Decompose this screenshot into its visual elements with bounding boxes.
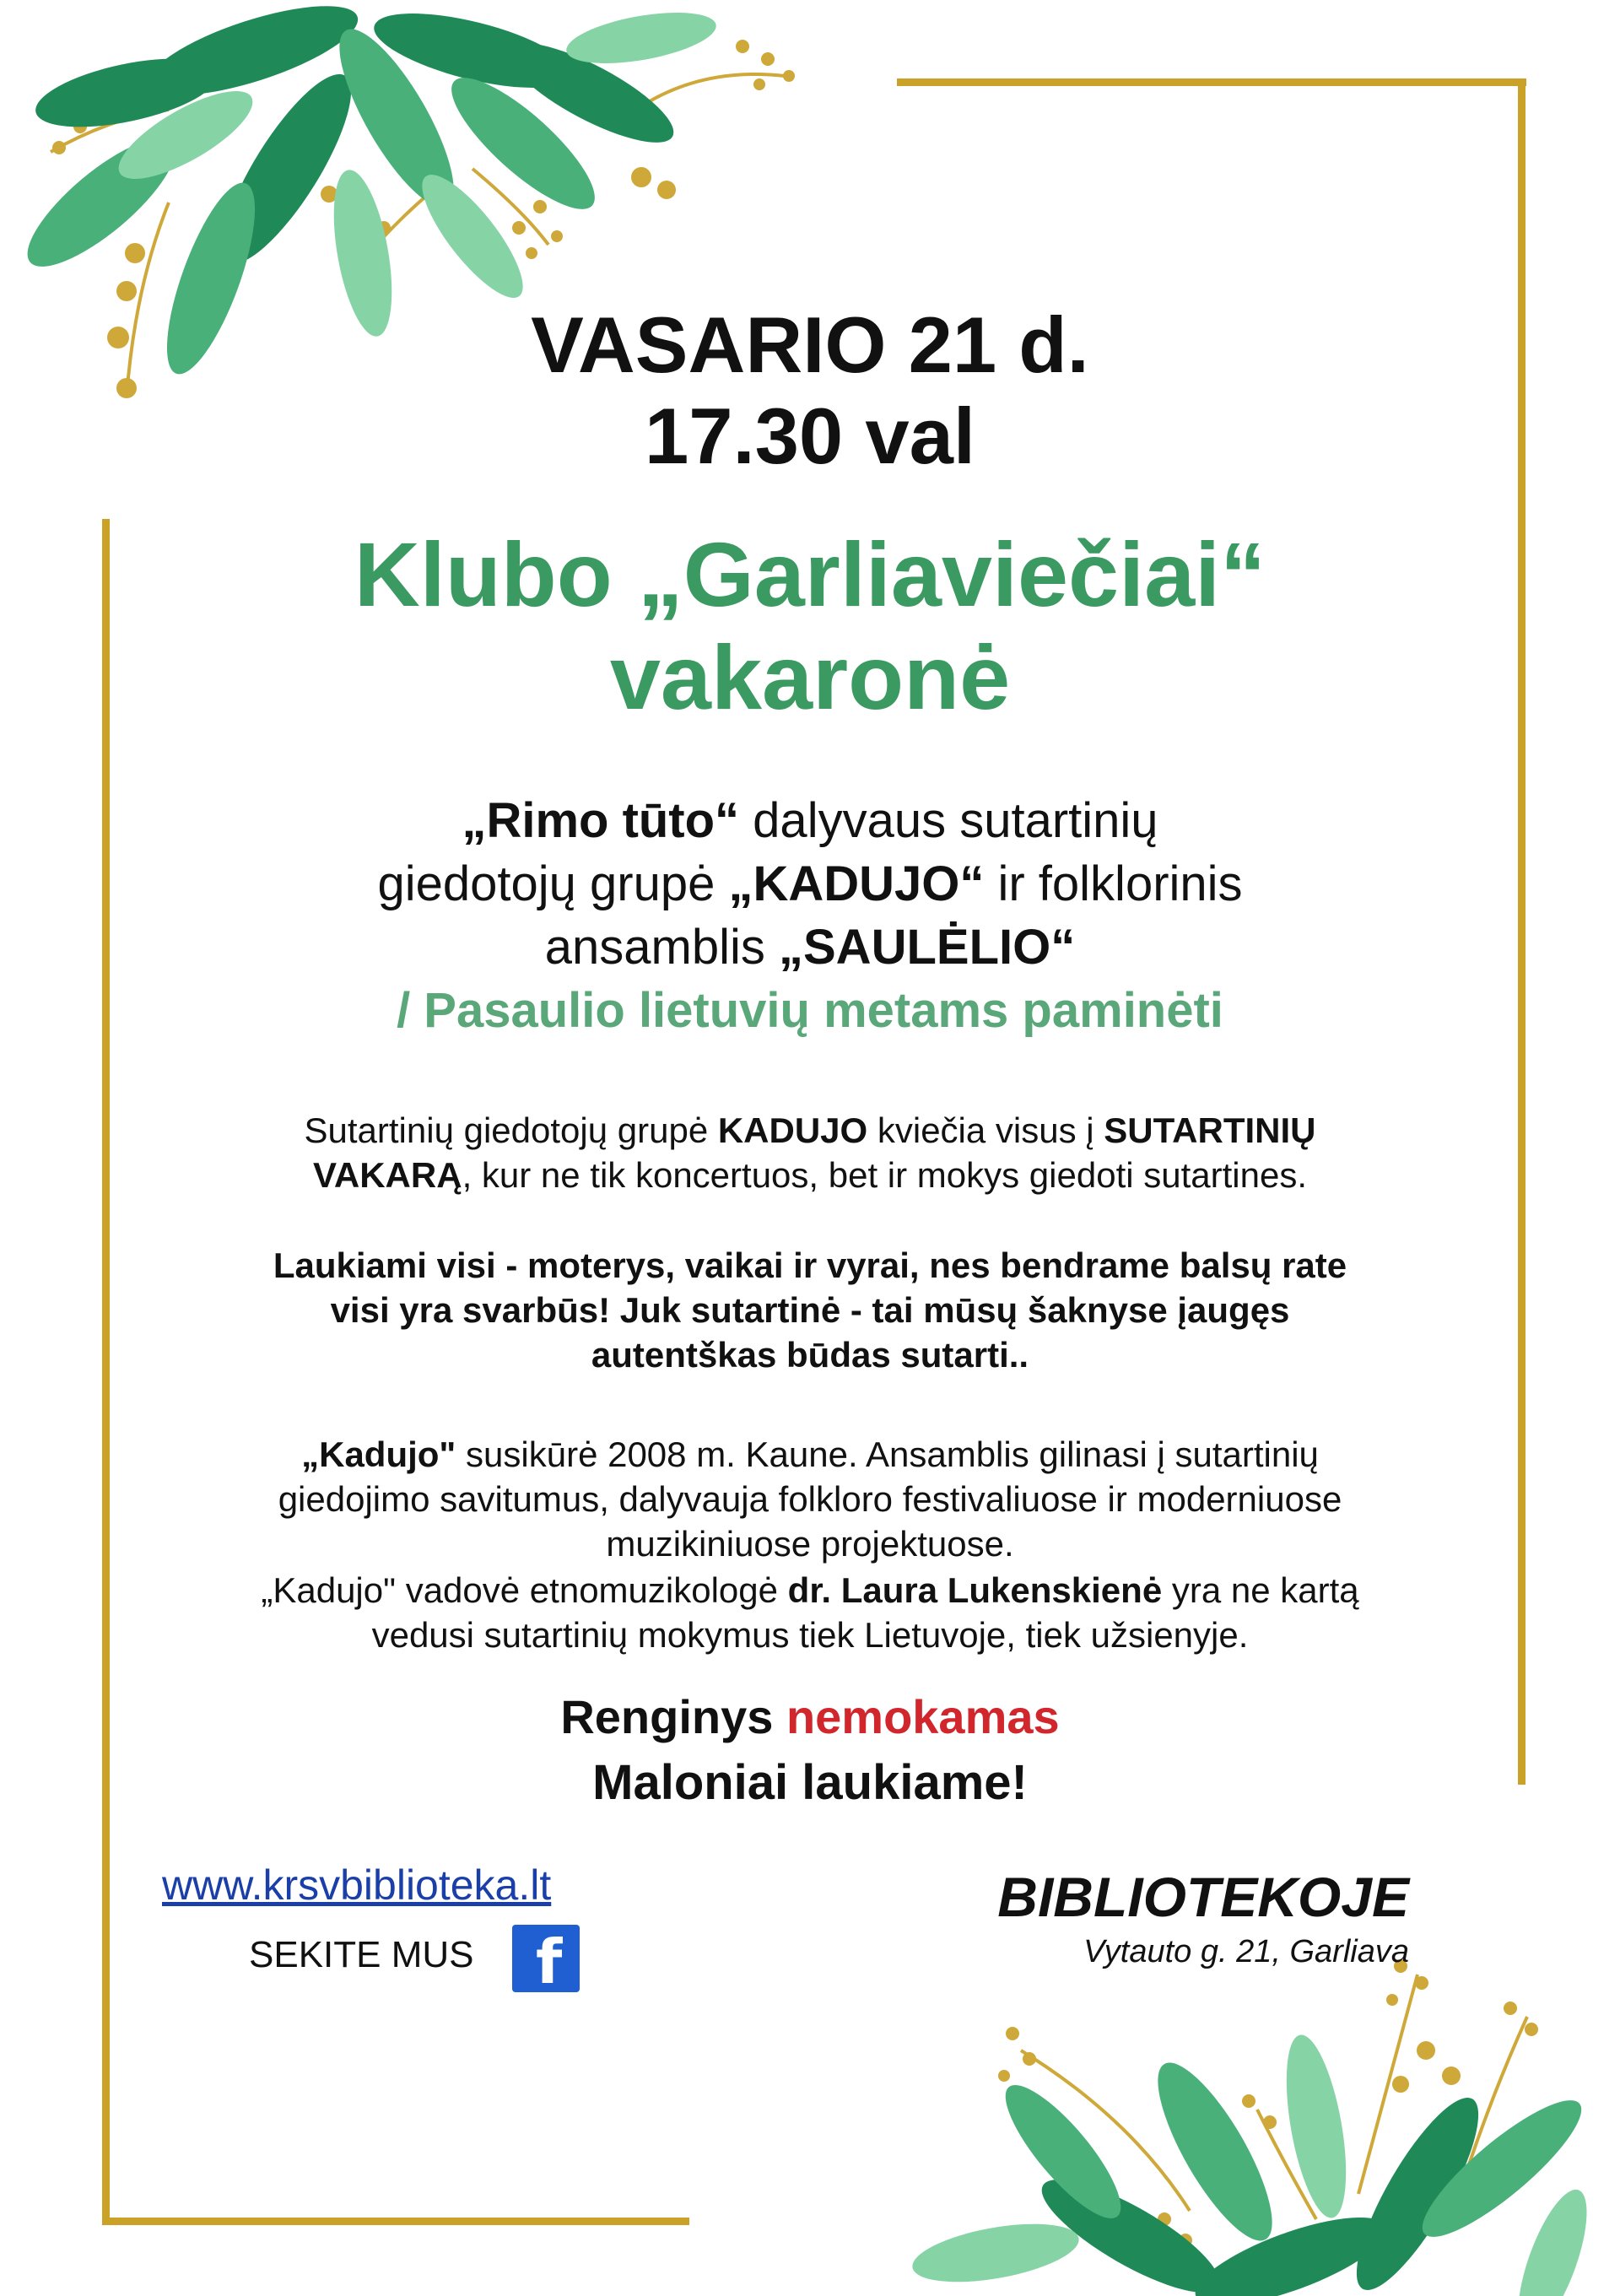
event-time: 17.30 val xyxy=(644,392,976,480)
event-datetime xyxy=(202,300,1418,482)
paragraph-bold: VAKARĄ xyxy=(313,1155,462,1195)
frame-left-line xyxy=(102,519,110,2225)
frame-right-line xyxy=(1518,78,1526,1785)
description-text: giedotojų grupė xyxy=(377,856,729,911)
paragraph-line xyxy=(202,1432,1418,1477)
paragraph-text: susikūrė 2008 m. Kaune. Ansamblis gilinasi į sutartinių xyxy=(456,1434,1319,1474)
frame-top-line xyxy=(897,78,1526,86)
paragraph-text: „Kadujo" vadovė etnomuzikologė xyxy=(261,1570,788,1610)
event-title xyxy=(202,523,1418,729)
group-name-saulelio: „SAULĖLIO“ xyxy=(779,920,1076,975)
venue-name: BIBLIOTEKOJE xyxy=(997,1866,1409,1928)
website-link[interactable]: www.krsvbiblioteka.lt xyxy=(162,1861,552,1909)
paragraph-text: kviečia visus į xyxy=(867,1110,1104,1150)
facebook-icon[interactable] xyxy=(512,1925,580,1997)
paragraph-line xyxy=(202,1108,1418,1153)
paragraph-line xyxy=(202,1568,1418,1613)
paragraph-text: yra ne kartą xyxy=(1162,1570,1359,1610)
leader-name: dr. Laura Lukenskienė xyxy=(787,1570,1163,1610)
paragraph-leader xyxy=(202,1568,1418,1657)
description-line-1 xyxy=(202,789,1418,852)
paragraph-bold: SUTARTINIŲ xyxy=(1104,1110,1316,1150)
paragraph-text: Sutartinių giedotojų grupė xyxy=(304,1110,718,1150)
paragraph-bold: KADUJO xyxy=(717,1110,868,1150)
description-dedication: / Pasaulio lietuvių metams paminėti xyxy=(397,983,1223,1038)
event-date: VASARIO 21 d. xyxy=(531,300,1089,389)
free-event-word: nemokamas xyxy=(786,1690,1060,1743)
description-text: ir folklorinis xyxy=(984,856,1243,911)
paragraph-text: , kur ne tik koncertuos, bet ir mokys giedoti sutartines. xyxy=(462,1155,1307,1195)
description-text: dalyvaus sutartinių xyxy=(739,793,1158,848)
event-title-line1: Klubo „Garliaviečiai“ xyxy=(354,523,1266,625)
paragraph-line xyxy=(202,1153,1418,1197)
description-text: ansamblis xyxy=(544,920,779,975)
free-event-prefix: Renginys xyxy=(560,1690,786,1743)
facebook-f-glyph: f xyxy=(536,1926,563,1997)
paragraph-line: vedusi sutartinių mokymus tiek Lietuvoje, tiek užsienyje. xyxy=(371,1615,1249,1655)
description-line-3 xyxy=(202,916,1418,979)
foliage-bottom-right-decoration xyxy=(810,1941,1620,2296)
event-description xyxy=(202,789,1418,1042)
group-name-kadujo: „KADUJO“ xyxy=(728,856,985,911)
paragraph-line: muzikiniuose projektuose. xyxy=(606,1524,1014,1564)
paragraph-line: visi yra svarbūs! Juk sutartinė - tai mūsų šaknyse įaugęs xyxy=(330,1290,1290,1330)
paragraph-about-kadujo xyxy=(202,1432,1418,1566)
description-line-2 xyxy=(202,852,1418,916)
paragraph-line: giedojimo savitumus, dalyvauja folkloro festivaliuose ir moderniuose xyxy=(278,1479,1342,1519)
paragraph-line: Laukiami visi - moterys, vaikai ir vyrai, nes bendrame balsų rate xyxy=(273,1245,1347,1285)
paragraph-invitation xyxy=(202,1108,1418,1197)
follow-us-label: SEKITE MUS xyxy=(249,1934,474,1975)
paragraph-line: autentškas būdas sutarti.. xyxy=(591,1335,1029,1375)
welcome-message: Maloniai laukiame! xyxy=(592,1755,1028,1810)
paragraph-welcome-all xyxy=(202,1243,1418,1377)
group-name-rimo-tuto: „Rimo tūto“ xyxy=(462,793,740,848)
event-title-line2: vakaronė xyxy=(609,626,1011,728)
venue-address: Vytauto g. 21, Garliava xyxy=(1083,1934,1409,1969)
frame-bottom-line xyxy=(102,2218,689,2225)
paragraph-bold: „Kadujo" xyxy=(301,1434,456,1474)
free-event-notice xyxy=(202,1690,1418,1744)
